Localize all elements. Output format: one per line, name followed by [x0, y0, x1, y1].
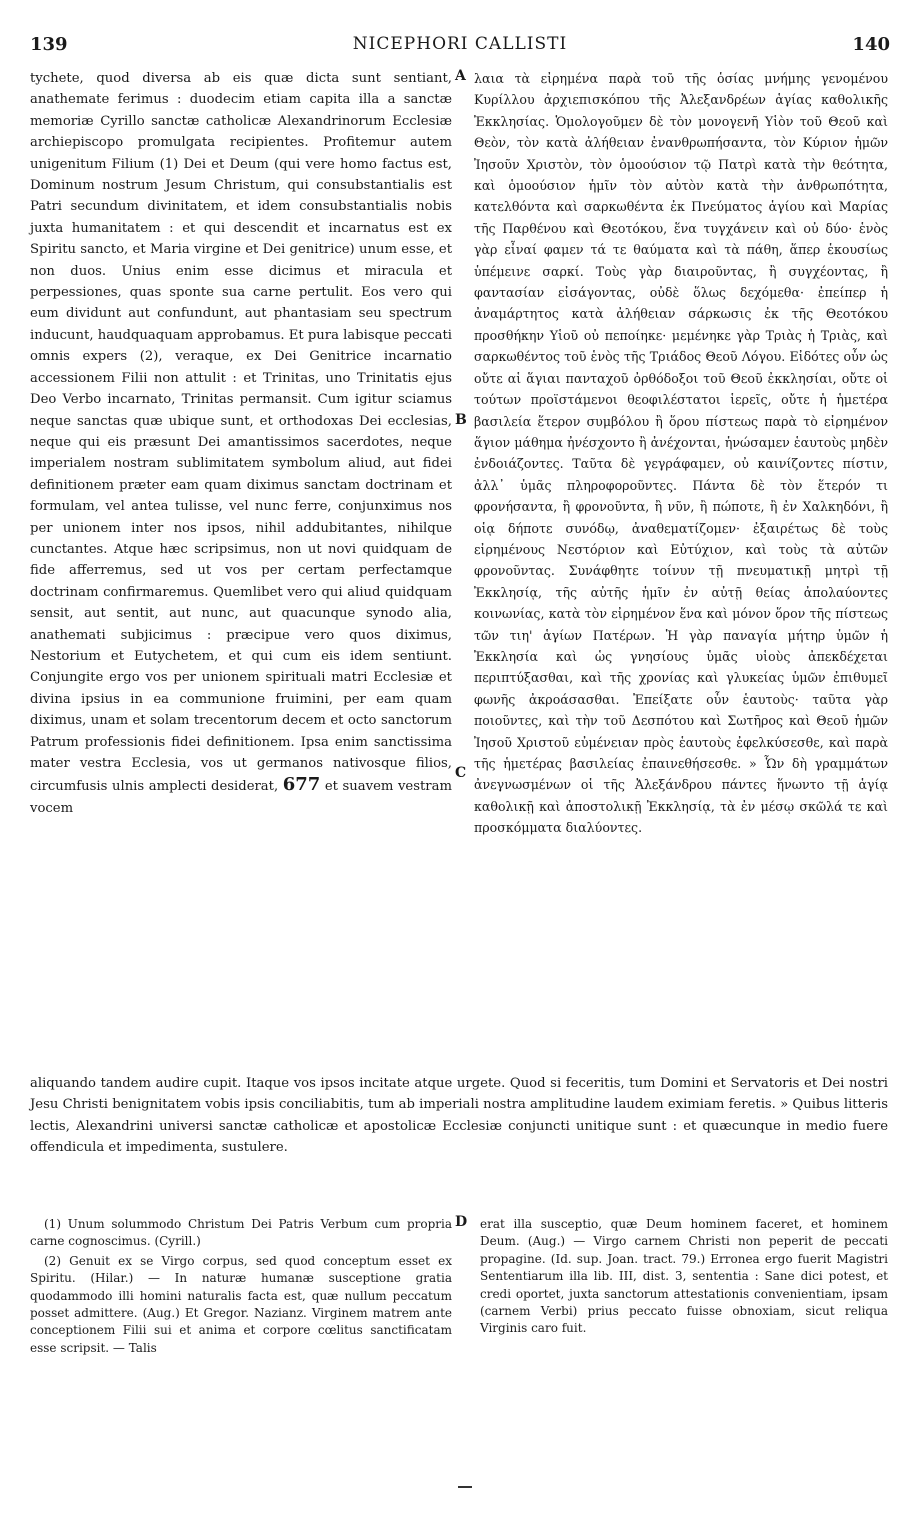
- marker-b: B: [455, 412, 467, 428]
- latin-text: tychete, quod diversa ab eis quæ dicta sunt sentiant, anathemate ferimus : duodecim etiam capita illa a sanctæ memoriæ Cyrillo sanctæ catholicæ Alexandrinorum Ecclesiæ archiepiscopo promulgata recipientes. Profitemur autem unigenitum Filium (1) Dei et Deum (qui vere homo factus est, Dominum nostrum Jesum Christum, qui consubstantialis est Patri secundum divinitatem, et idem consubstantialis nobis juxta humanitatem : et qui descendit et incarnatus est ex Spiritu sancto, et Maria virgine et Dei genitrice) unum esse, et non duos. Unius enim esse dicimus et miracula et perpessiones, quas sponte sua carne pertulit. Eos vero qui eum dividunt aut confundunt, aut phantasiam seu spectrum inducunt, haudquaquam approbamus. Et pura labisque peccati omnis expers (2), veraque, ex Dei Genitrice incarnatio accessionem Filii non attulit : et Trinitas, uno Trinitatis ejus Deo Verbo incarnato, Trinitas permansit. Cum igitur sciamus neque sanctas quæ ubique sunt, et orthodoxas Dei ecclesias, neque qui eis præsunt Dei amantissimos sacerdotes, neque imperialem nostram sublimitatem symbolum aliud, aut fidei definitionem præter eam quam diximus sanctam doctrinam et formulam, vel antea tulisse, vel nunc ferre, conjunximus nos per unionem inter nos ipsos, nihil addubitantes, nihilque cunctantes. Atque hæc scripsimus, non ut novi quidquam de fide afferremus, sed ut vos per certam perfectamque doctrinam confirmaremus. Quemlibet vero qui aliud quidquam sensit, aut sentit, aut nunc, aut quacunque synodo alia, anathemati subjicimus : præcipue vero quos diximus, Nestorium et Eutychetem, et qui cum eis idem sentiunt. Conjungite ergo vos per unionem spirituali matri Ecclesiæ et divina ipsius in ea communione fruimini, per eam quam diximus, unam et solam trecentorum decem et octo sanctorum Patrum professionis fidei definitionem. Ipsa enim sanctissima mater vestra Ecclesia, vos ut germanos nativosque filios, circumfusis ulnis amplecti desiderat,: [30, 71, 452, 795]
- page-number-left: 139: [30, 34, 68, 55]
- footnote-continuation: erat illa susceptio, quæ Deum hominem faceret, et hominem Deum. (Aug.) — Virgo carnem Christi non peperit de peccati propagine. (Id. sup. Joan. tract. 79.) Erronea ergo fuerit Magistri Sententiarum illa lib. III, dist. 3, sententia : Sane dici potest, et credi oportet, juxta sanctorum attestationis convenientiam, ipsam (carnem Verbi) prius peccato fuisse obnoxiam, sicut reliqua Virginis caro fuit.: [480, 1217, 888, 1336]
- page-header: [30, 34, 890, 60]
- greek-column: [474, 68, 888, 839]
- running-title: NICEPHORI CALLISTI: [352, 34, 568, 54]
- page-end-rule: [458, 1486, 472, 1488]
- full-width-paragraph: [30, 1073, 888, 1159]
- page-number-right: 140: [852, 34, 890, 55]
- latin-column: [30, 68, 452, 819]
- footnotes-right: [480, 1216, 888, 1340]
- full-width-text: aliquando tandem audire cupit. Itaque vos ipsos incitate atque urgete. Quod si feceritis, tum Domini et Servatoris et Dei nostri Jesu Christi benignitatem vobis ipsis conciliabitis, tum ab imperiali nostra amplitudine laudem eximiam feretis. » Quibus litteris lectis, Alexandrini universi sanctæ catholicæ et apostolicæ Ecclesiæ conjuncti unitique sunt : et quæcunque in medio fuere offendicula et impedimenta, sustulere.: [30, 1076, 888, 1156]
- marker-c: C: [455, 765, 467, 781]
- latin-text-end: et suavem vestram vocem: [30, 779, 452, 816]
- latin-paragraph: [30, 68, 452, 819]
- marker-a: A: [455, 68, 466, 84]
- marker-d: D: [455, 1214, 468, 1230]
- footnotes-left: [30, 1216, 452, 1359]
- column-number: 677: [282, 774, 321, 796]
- footnote-1: (1) Unum solummodo Christum Dei Patris Verbum cum propria carne cognoscimus. (Cyrill.): [30, 1217, 452, 1249]
- footnote-2: (2) Genuit ex se Virgo corpus, sed quod conceptum esset ex Spiritu. (Hilar.) — In naturæ humanæ susceptione gratia quodammodo illi homini naturalis facta est, quæ nullum peccatum posset admittere. (Aug.) Et Gregor. Nazianz. Virginem matrem ante conceptionem Filii sui et anima et corpore cœlitus sanctificatam esse scripsit. — Talis: [30, 1253, 452, 1355]
- greek-paragraph: λαια τὰ εἰρημένα παρὰ τοῦ τῆς ὁσίας μνήμης γενομένου Κυρίλλου ἀρχιεπισκόπου τῆς Ἀλεξανδρέων ἁγίας καθολικῆς Ἐκκλησίας. Ὁμολογοῦμεν δὲ τὸν μονογενῆ Υἱὸν τοῦ Θεοῦ καὶ Θεὸν, τὸν κατὰ ἀλήθειαν ἐνανθρωπήσαντα, τὸν Κύριον ἡμῶν Ἰησοῦν Χριστὸν, τὸν ὁμοούσιον τῷ Πατρὶ κατὰ τὴν θεότητα, καὶ ὁμοούσιον ἡμῖν τὸν αὐτὸν κατὰ τὴν ἀνθρωπότητα, κατελθόντα καὶ σαρκωθέντα ἐκ Πνεύματος ἁγίου καὶ Μαρίας τῆς Παρθένου καὶ Θεοτόκου, ἕνα τυγχάνειν καὶ οὐ δύο· ἑνὸς γὰρ εἶναί φαμεν τά τε θαύματα καὶ τὰ πάθη, ἅπερ ἑκουσίως ὑπέμεινε σαρκί. Τοὺς γὰρ διαιροῦντας, ἢ συγχέοντας, ἢ φαντασίαν εἰσάγοντας, οὐδὲ ὅλως δεχόμεθα· ἐπείπερ ἡ ἀναμάρτητος κατὰ ἀλήθειαν σάρκωσις ἐκ τῆς Θεοτόκου προσθήκην Υἱοῦ οὐ πεποίηκε· μεμένηκε γὰρ Τριὰς ἡ Τριὰς, καὶ σαρκωθέντος τοῦ ἑνὸς τῆς Τριάδος Θεοῦ Λόγου. Εἰδότες οὖν ὡς οὔτε αἱ ἅγιαι πανταχοῦ ὀρθόδοξοι τοῦ Θεοῦ ἐκκλησίαι, οὔτε οἱ τούτων προϊστάμενοι θεοφιλέστατοι ἱερεῖς, οὔτε ἡ ἡμετέρα βασιλεία ἕτερον συμβόλου ἢ ὅρου πίστεως παρὰ τὸ εἰρημένον ἅγιον μάθημα ἠνέσχοντο ἢ ἀνέχονται, ἡνώσαμεν ἑαυτοὺς μηδὲν ἐνδοιάζοντες. Ταῦτα δὲ γεγράφαμεν, οὐ καινίζοντες πίστιν, ἀλλ᾽ ὑμᾶς πληροφοροῦντες. Πάντα δὲ τὸν ἕτερόν τι φρονήσαντα, ἢ φρονοῦντα, ἢ νῦν, ἢ πώποτε, ἢ ἐν Χαλκηδόνι, ἢ οἱᾳ δήποτε συνόδῳ, ἀναθεματίζομεν· ἐξαιρέτως δὲ τοὺς εἰρημένους Νεστόριον καὶ Εὐτύχιον, καὶ τοὺς τὰ αὐτῶν φρονοῦντας. Συνάφθητε τοίνυν τῇ πνευματικῇ μητρὶ τῇ Ἐκκλησίᾳ, τῆς αὐτῆς ἡμῖν ἐν αὐτῇ θείας ἀπολαύοντες κοινωνίας, κατὰ τὸν εἰρημένον ἕνα καὶ μόνον ὅρον τῆς πίστεως τῶν τιη' ἁγίων Πατέρων. Ἡ γὰρ παναγία μήτηρ ὑμῶν ἡ Ἐκκλησία καὶ ὡς γνησίους ὑμᾶς υἱοὺς ἀπεκδέχεται περιπτύξασθαι, καὶ τῆς χρονίας καὶ γλυκείας ὑμῶν ἐπιθυμεῖ φωνῆς ἀκροάσασθαι. Ἐπείξατε οὖν ἑαυτοὺς· ταῦτα γὰρ ποιοῦντες, καὶ τὴν τοῦ Δεσπότου καὶ Σωτῆρος καὶ Θεοῦ ἡμῶν Ἰησοῦ Χριστοῦ εὐμένειαν πρὸς ἑαυτοὺς ἐφελκύσεσθε, καὶ παρὰ τῆς ἡμετέρας βασιλείας ἐπαινεθήσεσθε. » Ὧν δὴ γραμμάτων ἀνεγνωσμένων οἱ τῆς Ἀλεξάνδρου πάντες ἥνωντο τῇ ἁγίᾳ καθολικῇ καὶ ἀποστολικῇ Ἐκκλησίᾳ, τὰ ἐν μέσῳ σκῶλά τε καὶ προσκόμματα διαλύοντες.: [474, 71, 888, 836]
